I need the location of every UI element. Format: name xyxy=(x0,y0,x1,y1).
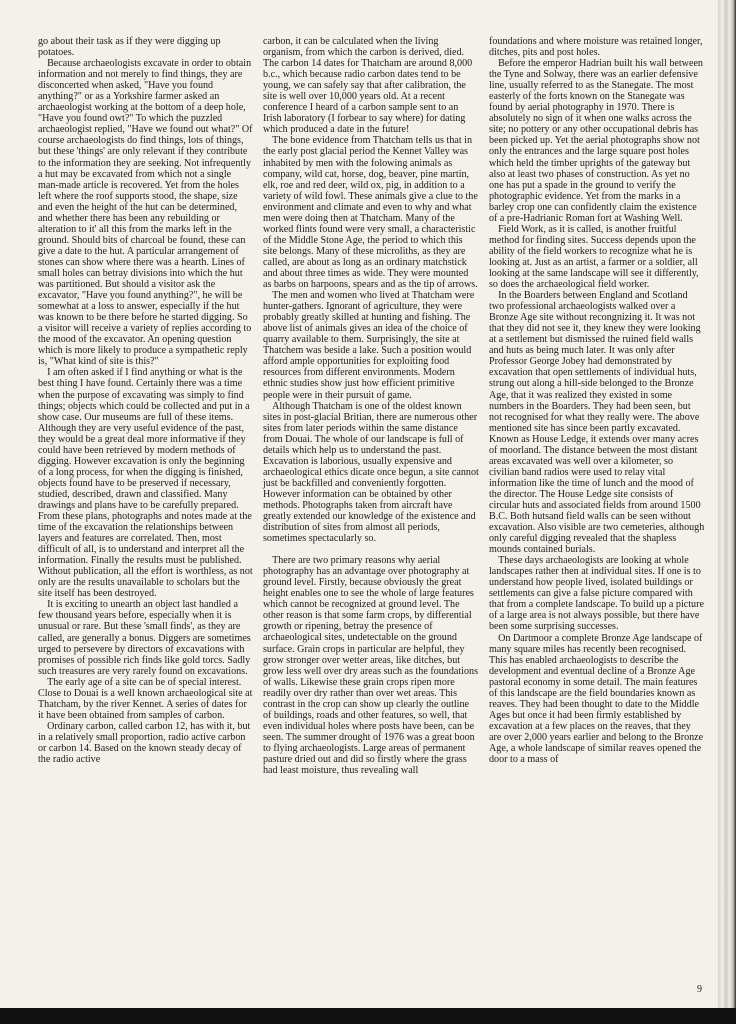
paragraph: The early age of a site can be of special interest. Close to Douai is a well known archaeological site at Thatcham, by the river Kennet. A series of dates for it have been obtained from samples of carbon. xyxy=(38,676,253,721)
paragraph: On Dartmoor a complete Bronze Age landscape of many square miles has recently been recognised. This has enabled archaeologists to describe the development and eventual decline of a Bronze Age pastoral economy in some detail. The main features of this landscape are the field boundaries known as reaves. They had been thought to date to the Middle Ages but once it had been firmly established by excavation at a few places on the reaves, that they are over 2,000 years earlier and belong to the Bronze Age, a whole landscape of similar reaves opened the door to a mass of xyxy=(489,632,704,766)
text-column-2 xyxy=(263,36,479,776)
paragraph: In the Boarders between England and Scotland two professional archaeologists walked over a Bronze Age site without recongnizing it. It was not that they did not see it, they knew they were looking at a settlement but dismissed the ruined field walls and huts as being much later. It was only after Professor George Jobey had demonstrated by excavation that open settlements of individual huts, strung out along a hill-side belonged to the Bronze Age, that it was realized they existed in some numbers in the Boarders. They had been seen, but not recognised for what they really were. The above mentioned site has since been partly excavated. Known as House Ledge, it extends over many acres of moorland. The distance between the most distant areas excavated was well over a kilometer, so civilian band radios were used to relay vital information like the time of lunch and the mood of the director. The House Ledge site consists of circular huts and associated fields from around 1500 B.C. Both hutsand field walls can be seen without excavation. Also visible are two cemeteries, although only careful digging revealed that the shapless mounds contained burials. xyxy=(489,290,705,556)
paragraph: Field Work, as it is called, is another fruitful method for finding sites. Success depends upon the ability of the field workers to recognize what he is looking at. Just as an artist, a farmer or a soldier, all looking at the same landscape will see it differently, so does the archaeological field worker. xyxy=(489,223,699,291)
paragraph: Although Thatcham is one of the oldest known sites in post-glacial Britian, there are numerous other sites from later periods within the same distance from Douai. The whole of our landscape is full of details which help us to understand the past. Excavation is laborious, usually expensive and archaeological ethics dicate once begun, a site cannot just be backfilled and conveniently forgotten. However information can be obtained by other methods. Photographs taken from aircraft have greatly extended our knowledge of the existence and distribution of sites from almost all periods, sometimes spectacularly so. xyxy=(263,400,479,545)
paragraph: The bone evidence from Thatcham tells us that in the early post glacial period the Kennet Valley was inhabited by men with the folowing animals as company, wild cat, horse, dog, beaver, pine martin, elk, roe and red deer, wild ox, pig, in addition to a variety of wild fowl. These animals give a clue to the environment and climate and even to why and what men were doing then at Thatcham. Many of the worked flints found were very small, a characteristic of the Middle Stone Age, the period to which this site belongs. Many of these microliths, as they are called, are about as long as an ordinary matchstick and about three times as wide. They were mounted as barbs on harpoons, spears and as the tip of arrows. xyxy=(263,135,478,291)
paragraph: These days archaeologists are looking at whole landscapes rather then at individual sites. If one is to understand how people lived, isolated buildings or settlements can give a false picture compared with that from a complete landscape. To build up a picture of a large area is not always possible, but there have been some surprising successes. xyxy=(489,555,704,633)
text-column-1 xyxy=(38,36,254,765)
text-column-3 xyxy=(489,36,705,765)
paragraph: There are two primary reasons why aerial photography has an advantage over photography at ground level. Firstly, because obviously the great height enables one to see the whole of large features which cannot be recognized at ground level. The other reason is that some farm crops, by differential growth or ripening, betray the presence of archaeological sites, undetectable on the ground surface. Grain crops in particular are helpful, they grow stronger over wetter areas, like ditches, but grow less well over dry areas such as the foundations of walls. Likewise these grain crops ripen more readily over dry rather than over wet areas. This contrast in the crop can show up clearly the outline of buildings, roads and other features, so well, that even individual holes where posts have been, can be seen. The summer drought of 1976 was a great boon to flying archaeologists. Large areas of permanent pasture dried out and did so firstly where the grass had least moisture, thus revealing wall xyxy=(263,555,478,777)
paragraph: Ordinary carbon, called carbon 12, has with it, but in a relatively small proportion, radio active carbon or carbon 14. Based on the known steady decay of the radio active xyxy=(38,720,251,766)
paragraph: The men and women who lived at Thatcham were hunter-gathers. Ignorant of agriculture, they were probably greatly skilled at hunting and fishing. The above list of animals gives an idea of the choice of quarry available to them. Surprisingly, the site at Thatchem was beside a lake. Such a position would afford ample opportunities for exploiting food resources from different environments. Modern ethnic studies show just how efficient primitive people were in their pursuit of game. xyxy=(263,290,475,401)
paragraph: Before the emperor Hadrian built his wall between the Tyne and Solway, there was an earlier defensive line, usually referred to as the Stanegate. The most easterly of the forts known on the Stanegate was found by aerial photography in 1970. There is absolutely no sign of it when one walks across the site; no pottery or any other occupational debris has been picked up. Yet the aerial photographs show not only the entrances and the large square post holes which held the timber uprights of the gateway but also at least two phases of construction. As yet no one has put a spade in the ground to verify the photographic evidence. Yet from the marks in a barley crop one can confidently claim the existence of a pre-Hadrianic Roman fort at Washing Well. xyxy=(489,58,703,224)
page-number: 9 xyxy=(697,984,702,995)
scan-border xyxy=(0,1008,736,1024)
paragraph: It is exciting to unearth an object last handled a few thousand years before, especially when it is unusual or rare. But these 'small finds', as they are called, are generally a bonus. Diggers are sometimes urged to persevere by directors of excavations with promises of possible rich finds like gold torcs. Sadly such treasures are very rarely found on excavations. xyxy=(38,599,251,677)
paragraph: foundations and where moisture was retained longer, ditches, pits and post holes. xyxy=(489,36,703,59)
page-stack-edge xyxy=(718,0,736,1024)
paragraph: I am often asked if I find anything or what is the best thing I have found. Certainly there was a time when the purpose of excavating was simply to find things; objects which could be collected and put in a show case. Our museums are full of these items. Although they are very useful evidence of the past, they would be a great deal more informative if they could have been retrieved by modern methods of digging. However excavation is only the beginning of a long process, for when the digging is finished, objects found have to be preserved if necessary, studied, described, drawn and classified. Many drawings and plans have to be carefully prepared. From these plans, photographs and notes made at the time of the excavation the relationships between layers and features are correlated. Then, most difficult of all, is to understand and interpret all the information. Finally the results must be published. Without publication, all the effort is worthless, as not only are the results unavailable to scholars but the site itself has been destroyed. xyxy=(38,367,253,600)
paragraph: Because archaeologists excavate in order to obtain information and not merely to find things, they are disconcerted when asked, "Have you found anything?" or as a Yorkshire farmer asked an archaeologist working at the bottom of a deep hole, "Have you found owt?" To which the puzzled archaeologist replied, "Have we found out what?" Of course archaeologists do find things, lots of things, but these 'things' are only relevant if they contribute to the information they are seeking. Not infrequently a hut may be excavated from which not a single man-made article is recovered. Yet from the holes left where the roof supports stood, the shape, size and even the height of the hut can be determined, and whether there has been any rebuilding or alteration to it' all this from the marks left in the ground. Should bits of charcoal be found, these can give a date to the hut. A particular arrangement of stones can show where there was a hearth. Lines of small holes can betray divisions into which the hut was partitioned. But should a visitor ask the excavator, "Have you found anything?", he will be somewhat at a loss to answer, especially if the hut was known to be there before he started digging. So a visitor will receive a variety of replies according to the mood of the excavator. An opening question which is more likely to produce a sympathetic reply is, "What kind of site is this?" xyxy=(38,58,253,368)
paragraph: go about their task as if they were digging up potatoes. xyxy=(38,36,221,59)
paragraph: carbon, it can be calculated when the living organism, from which the carbon is derived, died. The carbon 14 dates for Thatcham are around 8,000 b.c., which because radio carbon dates tend to be young, we can safely say that after calibration, the site is well over 10,000 years old. At a recent conference I heard of a carbon sample sent to an Irish laboratory (I forbear to say where) for dating which produced a date in the future! xyxy=(263,36,473,136)
